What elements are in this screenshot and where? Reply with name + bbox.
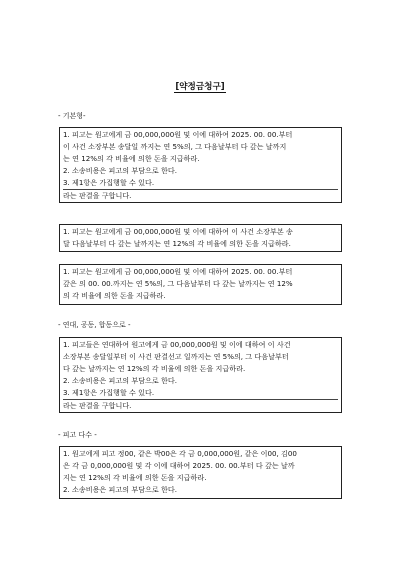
claim-line: 2. 소송비용은 피고의 부담으로 한다. [63, 376, 177, 386]
claim-line: 3. 제1항은 가집행할 수 있다. [63, 178, 155, 188]
claim-line: 라는 판결을 구합니다. [63, 399, 338, 412]
claim-line: 2. 소송비용은 피고의 부담으로 한다. [63, 485, 177, 495]
section-heading-multiple-defendants: - 피고 다수 - [58, 431, 97, 439]
claim-box-delay-interest [59, 224, 342, 252]
claim-box-basic [59, 127, 342, 203]
claim-box-dated-interest [59, 264, 342, 305]
claim-box-joint [59, 337, 342, 413]
claim-line: 3. 제1항은 가집행할 수 있다. [63, 388, 155, 398]
claim-line: 의 각 비율에 의한 돈을 지급하라. [63, 291, 166, 301]
claim-line: 다 갚는 날까지는 연 12%의 각 비율에 의한 돈을 지급하라. [63, 364, 246, 374]
claim-line: 은 각 금 0,000,000원 및 각 이에 대하여 2025. 00. 00.부터 다 갚는 날까 [63, 461, 295, 471]
section-heading-joint: - 연대, 공동, 합동으로 - [58, 321, 131, 329]
claim-line: 소장부본 송달일부터 이 사건 판결선고 일까지는 연 5%의, 그 다음날부터 [63, 352, 289, 362]
claim-line: 1. 원고에게 피고 정00, 같은 박00은 각 금 0,000,000원, 같은 이00, 김00 [63, 449, 297, 458]
document-title [0, 80, 400, 92]
claim-box-multiple-defendants [59, 446, 342, 499]
claim-line: 1. 피고는 원고에게 금 00,000,000원 및 이에 대하여 2025. 00. 00.부터 [63, 267, 293, 276]
claim-line: 1. 피고는 원고에게 금 00,000,000원 및 이에 대하여 이 사건 소장부본 송 [63, 227, 293, 236]
claim-line: 2. 소송비용은 피고의 부담으로 한다. [63, 166, 177, 176]
claim-line: 달 다음날부터 다 갚는 날까지는 연 12%의 각 비율에 의한 돈을 지급하라. [63, 239, 291, 249]
claim-line: 1. 피고들은 연대하여 원고에게 금 00,000,000원 및 이에 대하여 이 사건 [63, 340, 291, 349]
section-heading-basic: - 기본형- [58, 112, 86, 120]
claim-line: 라는 판결을 구합니다. [63, 189, 338, 202]
claim-line: 지는 연 12%의 각 비율에 의한 돈을 지급하라. [63, 473, 207, 483]
claim-line: 갚은 의 00. 00.까지는 연 5%의, 그 다음날부터 다 갚는 날까지는 연 12% [63, 279, 293, 289]
claim-line: 이 사건 소장부본 송달일 까지는 연 5%의, 그 다음날부터 다 갚는 날까지 [63, 142, 287, 152]
claim-line: 1. 피고는 원고에게 금 00,000,000원 및 이에 대하여 2025. 00. 00.부터 [63, 130, 293, 139]
document-title-text: [약정금청구] [175, 82, 225, 92]
claim-line: 는 연 12%의 각 비율에 의한 돈을 지급하라. [63, 154, 200, 164]
